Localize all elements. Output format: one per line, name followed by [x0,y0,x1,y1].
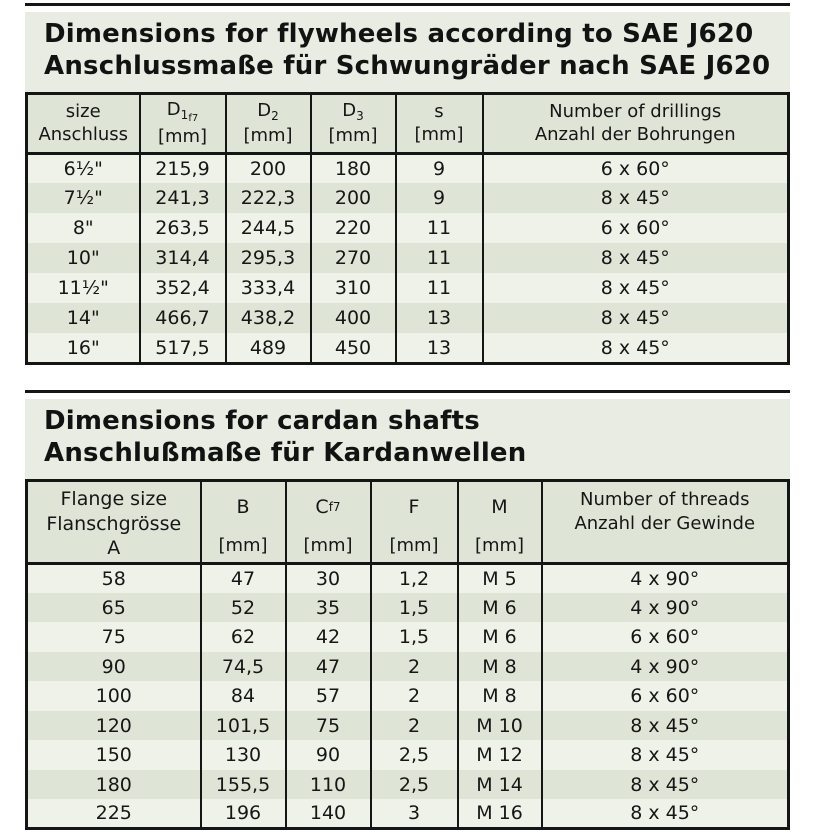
table-cell: 1,5 [371,622,458,652]
table-cell: 8 x 45° [542,711,789,741]
table-cell: 47 [201,563,286,593]
header-d2-unit: [mm] [243,125,293,147]
table-cell: 2 [371,681,458,711]
header-d1-sub2: f7 [188,112,199,124]
table-row [27,563,789,593]
cardan-title-de: Anschlußmaße für Kardanwellen [44,437,527,468]
table-cell: 400 [311,303,396,333]
table-cell: 8 x 45° [483,183,789,213]
table-cell: M 8 [458,652,542,682]
table-cell: M 14 [458,770,542,800]
header-cell-b [201,480,286,563]
table-row [27,183,789,213]
table-cell: 180 [311,153,396,183]
table-row [27,243,789,273]
header-cell-m [458,480,542,563]
table-cell: 8 x 45° [483,333,789,363]
table-cell: 2 [371,711,458,741]
table-cell: 352,4 [140,273,226,303]
table-cell: 314,4 [140,243,226,273]
header-size-en: size [65,100,101,122]
table-cell: 11 [396,273,483,303]
table-cell: 10" [27,243,140,273]
table-cell: 16" [27,333,140,363]
table-cell: 222,3 [226,183,311,213]
table-cell: 57 [286,681,371,711]
table-cell: 58 [27,563,201,593]
header-cell-flange-size [27,480,201,563]
table-cell: 438,2 [226,303,311,333]
table-cell: 215,9 [140,153,226,183]
table-cell: 270 [311,243,396,273]
table-cell: 6 x 60° [483,213,789,243]
header-drillings-en: Number of drillings [549,100,722,122]
table-cell: M 16 [458,799,542,829]
table-cell: 8 x 45° [483,273,789,303]
table-cell: 8 x 45° [483,303,789,333]
table-cell: 100 [27,681,201,711]
table-cell: 90 [286,740,371,770]
table-cell: 333,4 [226,273,311,303]
table-cell: 11½" [27,273,140,303]
header-c-letter [287,482,370,534]
table-cell: M 12 [458,740,542,770]
header-cell-size [27,93,140,153]
table-cell: 75 [27,622,201,652]
table-cell: 2,5 [371,740,458,770]
header-b-letter: B [236,496,250,519]
flywheels-table [25,92,790,365]
header-cell-s [396,93,483,153]
table-cell: 2 [371,652,458,682]
header-cell-threads [542,480,789,563]
table-cell: M 8 [458,681,542,711]
table-cell: 489 [226,333,311,363]
section-flywheels [25,3,790,365]
table-cell: 62 [201,622,286,652]
table-cell: 150 [27,740,201,770]
table-cell: 310 [311,273,396,303]
table-row [27,711,789,741]
header-f-letter: F [408,496,420,519]
table-cell: 140 [286,799,371,829]
table-cell: 6 x 60° [483,153,789,183]
table-cell: M 6 [458,622,542,652]
table-row [27,770,789,800]
header-d1-sub1: 1 [180,107,189,122]
header-f-unit: [mm] [389,535,439,557]
table-cell: 52 [201,593,286,623]
table-row [27,593,789,623]
header-flange-letter: A [107,537,121,560]
table-cell: 8" [27,213,140,243]
table-cell: 220 [311,213,396,243]
table-cell: 9 [396,153,483,183]
table-cell: 74,5 [201,652,286,682]
table-cell: 4 x 90° [542,563,789,593]
table-cell: 450 [311,333,396,363]
table-cell: 6 x 60° [542,622,789,652]
table-cell: 11 [396,243,483,273]
header-m-letter: M [491,496,508,519]
header-d3-letter: D [342,99,357,121]
table-cell: 180 [27,770,201,800]
table-row [27,740,789,770]
table-cell: 13 [396,333,483,363]
table-row [27,273,789,303]
table-cell: 35 [286,593,371,623]
header-b-unit: [mm] [218,535,268,557]
header-cell-d2 [226,93,311,153]
table-cell: 6½" [27,153,140,183]
header-drillings-de: Anzahl der Bohrungen [534,124,736,146]
table-cell: 130 [201,740,286,770]
table-cell: 8 x 45° [542,770,789,800]
table-cell: 8 x 45° [542,740,789,770]
header-cell-f [371,480,458,563]
flywheels-header-row [27,93,789,153]
section-cardan-shafts [25,390,790,830]
header-size-de: Anschluss [38,124,129,146]
header-c-sub: f7 [328,500,341,515]
header-threads-en: Number of threads [580,488,750,510]
table-cell: 466,7 [140,303,226,333]
table-cell: 65 [27,593,201,623]
flywheels-title-en: Dimensions for flywheels according to SAE J620 [44,19,754,49]
table-cell: M 6 [458,593,542,623]
table-cell: 241,3 [140,183,226,213]
table-cell: M 10 [458,711,542,741]
table-cell: 4 x 90° [542,593,789,623]
table-cell: 7½" [27,183,140,213]
table-cell: 1,5 [371,593,458,623]
table-cell: 517,5 [140,333,226,363]
header-d3-sub: 3 [356,108,364,123]
header-c-unit: [mm] [303,535,353,557]
flywheels-title-block [25,12,790,92]
header-cell-d1 [140,93,226,153]
table-cell: 263,5 [140,213,226,243]
cardan-title-en: Dimensions for cardan shafts [44,405,480,436]
table-cell: 11 [396,213,483,243]
table-cell: M 5 [458,563,542,593]
table-cell: 6 x 60° [542,681,789,711]
table-cell: 295,3 [226,243,311,273]
header-d1-unit: [mm] [157,126,208,148]
header-m-unit: [mm] [474,535,525,557]
table-cell: 75 [286,711,371,741]
table-cell: 8 x 45° [483,243,789,273]
table-cell: 84 [201,681,286,711]
header-d2-letter: D [257,99,272,121]
table-row [27,333,789,363]
table-row [27,153,789,183]
table-cell: 200 [226,153,311,183]
table-cell: 110 [286,770,371,800]
section-divider-rule [25,3,790,6]
header-flange-en: Flange size [60,487,168,510]
table-cell: 30 [286,563,371,593]
table-cell: 8 x 45° [542,799,789,829]
table-row [27,652,789,682]
cardan-title-block [25,399,790,479]
table-cell: 120 [27,711,201,741]
table-cell: 225 [27,799,201,829]
table-cell: 14" [27,303,140,333]
header-cell-drillings [483,93,789,153]
header-c-letter-main: C [315,496,329,519]
header-s-letter: s [434,100,444,122]
table-cell: 9 [396,183,483,213]
table-cell: 42 [286,622,371,652]
cardan-table [25,479,790,830]
header-d1-letter: D [166,98,181,120]
table-cell: 1,2 [371,563,458,593]
table-row [27,213,789,243]
cardan-header-row [27,480,789,563]
table-cell: 2,5 [371,770,458,800]
header-d3-unit: [mm] [328,125,378,147]
table-cell: 13 [396,303,483,333]
section-divider-rule [25,390,790,393]
table-cell: 155,5 [201,770,286,800]
table-row [27,303,789,333]
header-d2-sub: 2 [271,108,279,123]
table-cell: 101,5 [201,711,286,741]
header-s-unit: [mm] [414,124,464,146]
header-threads-de: Anzahl der Gewinde [574,513,756,535]
header-flange-de: Flanschgrösse [46,512,182,535]
table-row [27,799,789,829]
table-cell: 47 [286,652,371,682]
table-cell: 200 [311,183,396,213]
header-cell-d3 [311,93,396,153]
table-cell: 90 [27,652,201,682]
table-cell: 3 [371,799,458,829]
header-cell-c [286,480,371,563]
flywheels-title-de: Anschlussmaße für Schwungräder nach SAE J620 [44,50,771,81]
table-row [27,622,789,652]
table-cell: 244,5 [226,213,311,243]
table-cell: 196 [201,799,286,829]
table-cell: 4 x 90° [542,652,789,682]
page-content [25,3,790,830]
table-row [27,681,789,711]
